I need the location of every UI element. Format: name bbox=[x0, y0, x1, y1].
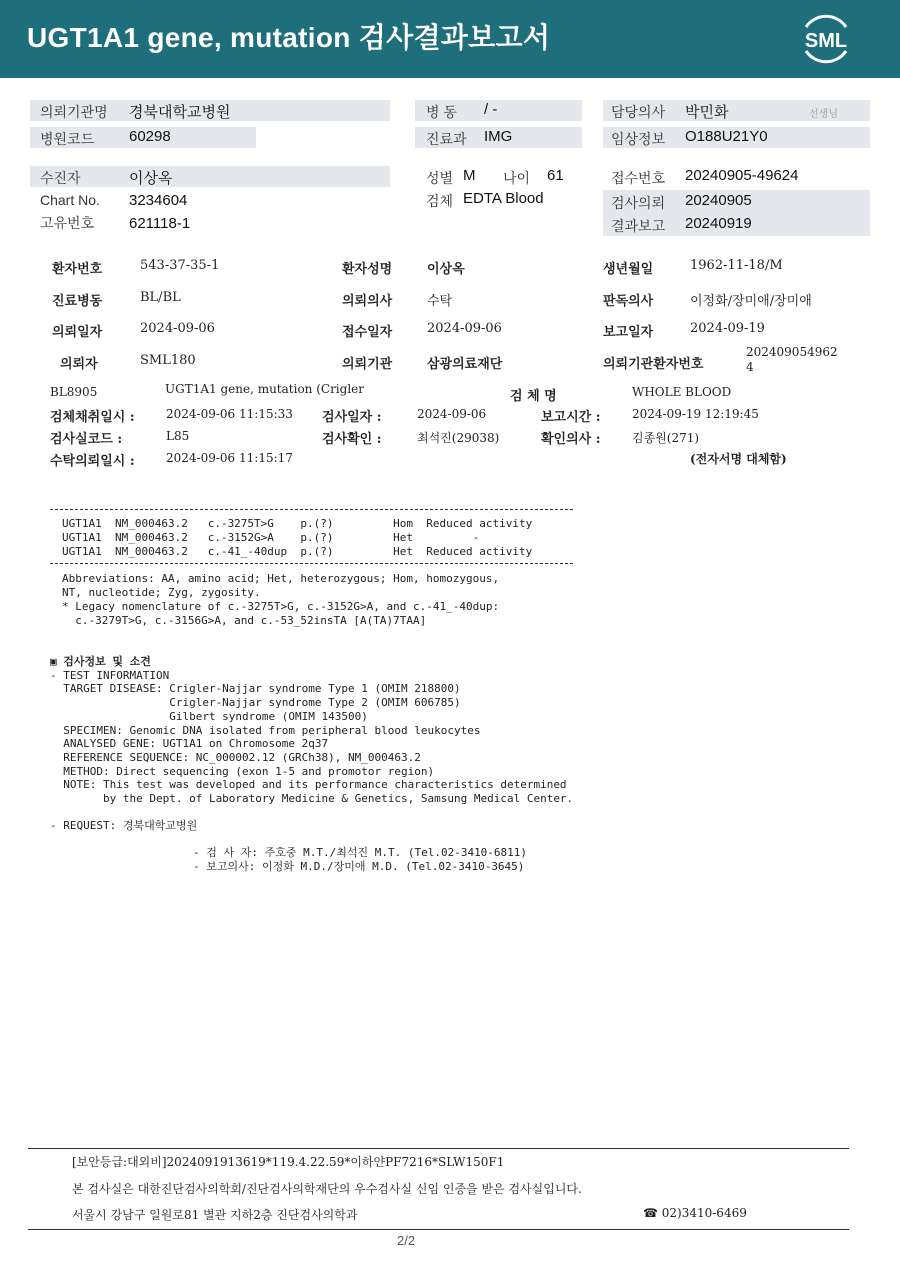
specimen-label: 검체 bbox=[426, 193, 454, 209]
tb-label: 검사확인 : bbox=[322, 432, 382, 447]
pb-label: 환자번호 bbox=[52, 262, 103, 277]
doctor-suffix: 선생님 bbox=[809, 109, 838, 120]
request-label: 검사의뢰 bbox=[611, 195, 666, 211]
tb-value: L85 bbox=[166, 429, 190, 443]
phone-line: ☎ 02)3410-6469 bbox=[643, 1206, 747, 1220]
tb-label: 검사일자 : bbox=[322, 410, 382, 425]
pb-value: 202409054962 bbox=[746, 345, 838, 359]
tb-label: 검체채취일시 : bbox=[50, 410, 135, 425]
dept-label: 진료과 bbox=[426, 131, 467, 147]
tb-label: 보고시간 : bbox=[541, 410, 601, 425]
uid-value: 621118-1 bbox=[129, 215, 191, 232]
age-value: 61 bbox=[547, 167, 564, 184]
pb-value: SML180 bbox=[140, 353, 196, 368]
hospital-code-label: 병원코드 bbox=[40, 131, 95, 147]
info-line: SPECIMEN: Genomic DNA isolated from peripheral blood leukocytes bbox=[50, 724, 481, 737]
pb-value: BL/BL bbox=[140, 290, 181, 305]
sml-logo bbox=[796, 11, 856, 67]
receipt-label: 접수번호 bbox=[611, 170, 666, 186]
tb-label: 수탁의뢰일시 : bbox=[50, 454, 135, 469]
staff-line: - 보고의사: 이정화 M.D./장미애 M.D. (Tel.02-3410-3645) bbox=[193, 860, 525, 873]
clinical-value: O188U21Y0 bbox=[685, 128, 768, 145]
ward-label: 병 동 bbox=[426, 104, 457, 120]
chart-label: Chart No. bbox=[40, 192, 100, 208]
pb-value-tail: 4 bbox=[746, 360, 754, 374]
tb-value: 2024-09-06 11:15:17 bbox=[166, 451, 293, 465]
patient-bar bbox=[30, 166, 390, 187]
results-top-rule bbox=[50, 509, 573, 510]
hospital-value: 경북대학교병원 bbox=[129, 104, 231, 121]
pb-label: 진료병동 bbox=[52, 294, 103, 309]
chart-value: 3234604 bbox=[129, 192, 188, 209]
pb-label: 환자성명 bbox=[342, 262, 393, 277]
doctor-value: 박민화 bbox=[685, 104, 729, 121]
result-row: UGT1A1 NM_000463.2 c.-3152G>A p.(?) Het - bbox=[62, 531, 480, 544]
footer-top-rule bbox=[28, 1148, 849, 1149]
pb-label: 의뢰일자 bbox=[52, 325, 103, 340]
sex-label: 성별 bbox=[426, 170, 454, 186]
pb-label: 의뢰기관환자번호 bbox=[603, 357, 704, 372]
abbrev-line: NT, nucleotide; Zyg, zygosity. bbox=[62, 586, 261, 599]
specimen-value: EDTA Blood bbox=[463, 190, 544, 207]
hospital-code-value: 60298 bbox=[129, 128, 171, 145]
pb-value: 이정화/장미애/장미애 bbox=[690, 294, 812, 309]
info-line: Crigler-Najjar syndrome Type 2 (OMIM 606785) bbox=[50, 696, 461, 709]
request-value: 20240905 bbox=[685, 192, 752, 209]
pb-label: 판독의사 bbox=[603, 294, 654, 309]
abbrev-line: Abbreviations: AA, amino acid; Het, heterozygous; Hom, homozygous, bbox=[62, 572, 500, 585]
pb-value: 2024-09-06 bbox=[140, 321, 215, 336]
tb-value: 2024-09-19 12:19:45 bbox=[632, 407, 759, 421]
footer-bottom-rule bbox=[28, 1229, 849, 1230]
uid-label: 고유번호 bbox=[40, 215, 95, 231]
doctor-label: 담당의사 bbox=[611, 104, 666, 120]
pb-value: 2024-09-06 bbox=[427, 321, 502, 336]
report-label: 결과보고 bbox=[611, 218, 666, 234]
patient-value: 이상옥 bbox=[129, 170, 173, 187]
info-line: ANALYSED GENE: UGT1A1 on Chromosome 2q37 bbox=[50, 737, 329, 750]
address-line: 서울시 강남구 일원로81 별관 지하2층 진단검사의학과 bbox=[72, 1208, 358, 1222]
pb-value: 2024-09-19 bbox=[690, 321, 765, 336]
info-line: Gilbert syndrome (OMIM 143500) bbox=[50, 710, 368, 723]
info-line: TARGET DISEASE: Crigler-Najjar syndrome Type 1 (OMIM 218800) bbox=[50, 682, 461, 695]
result-row: UGT1A1 NM_000463.2 c.-41_-40dup p.(?) Het Reduced activity bbox=[62, 545, 533, 558]
pb-label: 의뢰의사 bbox=[342, 294, 393, 309]
tb-value: 2024-09-06 bbox=[417, 407, 487, 421]
pb-value: 삼광의료재단 bbox=[427, 357, 503, 372]
receipt-value: 20240905-49624 bbox=[685, 167, 799, 184]
test-name: UGT1A1 gene, mutation (Crigler bbox=[165, 382, 365, 396]
pb-label: 생년월일 bbox=[603, 262, 654, 277]
pb-label: 접수일자 bbox=[342, 325, 393, 340]
report-header bbox=[0, 0, 900, 78]
pb-label: 의뢰자 bbox=[60, 357, 98, 372]
info-line: METHOD: Direct sequencing (exon 1-5 and promotor region) bbox=[50, 765, 435, 778]
tb-value: 2024-09-06 11:15:33 bbox=[166, 407, 293, 421]
report-value: 20240919 bbox=[685, 215, 752, 232]
esign-note: (전자서명 대체함) bbox=[690, 452, 787, 466]
tb-label: 확인의사 : bbox=[541, 432, 601, 447]
ward-value: / - bbox=[484, 101, 498, 118]
request-line: - REQUEST: 경북대학교병원 bbox=[50, 819, 198, 832]
pb-label: 보고일자 bbox=[603, 325, 654, 340]
tb-label: 검 체 명 bbox=[510, 389, 557, 404]
security-line: [보안등급:대외비]2024091913619*119.4.22.59*이하얀PF7216*SLW150F1 bbox=[72, 1155, 505, 1169]
tb-label: 검사실코드 : bbox=[50, 432, 123, 447]
page-number: 2/2 bbox=[397, 1233, 416, 1248]
dept-value: IMG bbox=[484, 128, 513, 145]
info-line: by the Dept. of Laboratory Medicine & Genetics, Samsung Medical Center. bbox=[50, 792, 574, 805]
pb-value: 수탁 bbox=[427, 294, 453, 309]
pb-value: 이상옥 bbox=[427, 262, 465, 277]
info-line: NOTE: This test was developed and its performance characteristics determined bbox=[50, 778, 567, 791]
info-section-title: ▣ 검사정보 및 소견 bbox=[50, 655, 151, 668]
report-title: UGT1A1 gene, mutation 검사결과보고서 bbox=[27, 22, 551, 53]
hospital-label: 의뢰기관명 bbox=[40, 104, 108, 120]
results-bottom-rule bbox=[50, 563, 573, 564]
tb-value: 김종원(271) bbox=[632, 431, 700, 445]
clinical-label: 임상정보 bbox=[611, 131, 666, 147]
tb-value: 최석진(29038) bbox=[417, 431, 500, 445]
cert-line: 본 검사실은 대한진단검사의학회/진단검사의학재단의 우수검사실 신임 인증을 받은 검사실입니다. bbox=[72, 1182, 582, 1196]
result-row: UGT1A1 NM_000463.2 c.-3275T>G p.(?) Hom Reduced activity bbox=[62, 517, 533, 530]
age-label: 나이 bbox=[503, 170, 531, 186]
pb-value: 1962-11-18/M bbox=[690, 258, 783, 273]
pb-value: 543-37-35-1 bbox=[140, 258, 220, 273]
info-line: - TEST INFORMATION bbox=[50, 669, 170, 682]
tb-value: WHOLE BLOOD bbox=[632, 385, 732, 399]
info-line: REFERENCE SEQUENCE: NC_000002.12 (GRCh38), NM_000463.2 bbox=[50, 751, 421, 764]
pb-label: 의뢰기관 bbox=[342, 357, 393, 372]
test-code: BL8905 bbox=[50, 385, 98, 399]
patient-label: 수진자 bbox=[40, 170, 81, 186]
abbrev-line: c.-3279T>G, c.-3156G>A, and c.-53_52insTA [A(TA)7TAA] bbox=[62, 614, 427, 627]
staff-line: - 검 사 자: 주호중 M.T./최석진 M.T. (Tel.02-3410-6811) bbox=[193, 846, 528, 859]
abbrev-line: * Legacy nomenclature of c.-3275T>G, c.-3152G>A, and c.-41_-40dup: bbox=[62, 600, 500, 613]
sex-value: M bbox=[463, 167, 476, 184]
logo-text: SML bbox=[804, 30, 848, 52]
